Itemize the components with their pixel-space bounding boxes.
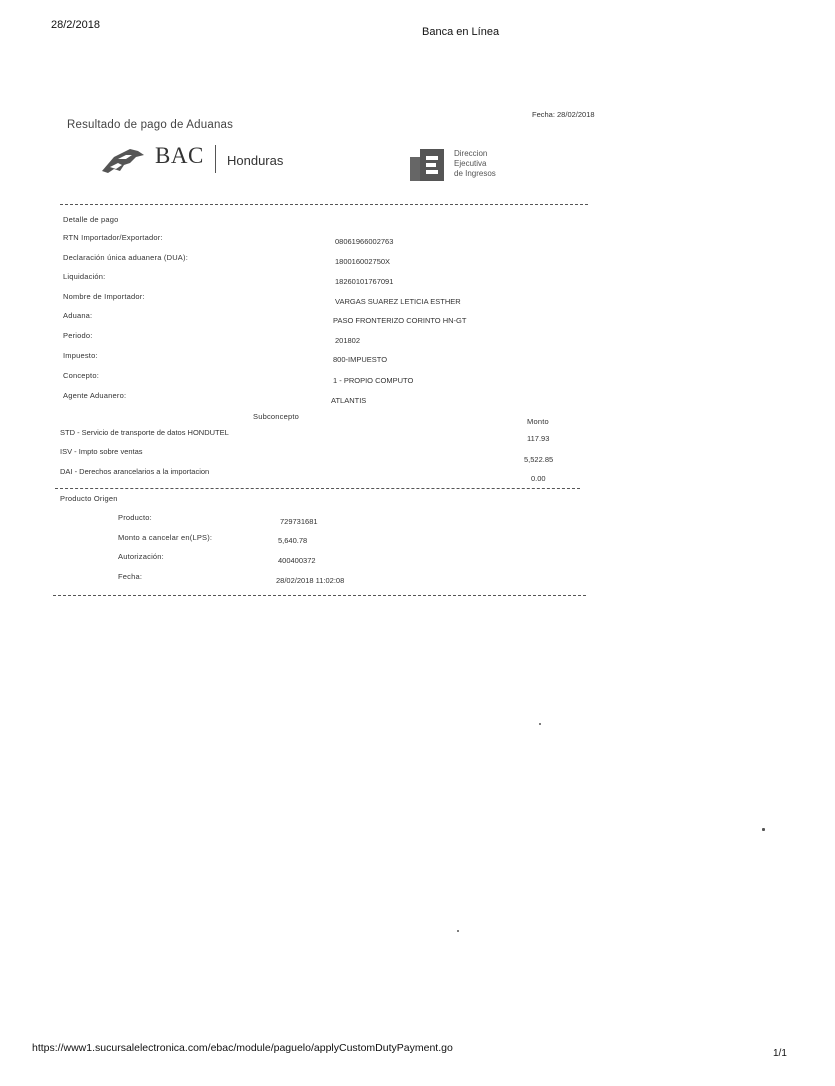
detalle-value: 180016002750X xyxy=(335,257,391,266)
divider-bottom xyxy=(53,595,586,596)
detalle-section-title: Detalle de pago xyxy=(63,215,119,224)
detalle-value: 08061966002763 xyxy=(335,237,394,246)
producto-label: Autorización: xyxy=(118,552,164,561)
detalle-label: RTN Importador/Exportador: xyxy=(63,233,163,242)
detalle-label: Liquidación: xyxy=(63,272,106,281)
detalle-value: 800-IMPUESTO xyxy=(333,355,388,364)
detalle-label: Periodo: xyxy=(63,331,93,340)
logo-divider xyxy=(215,145,216,173)
dei-line3: de Ingresos xyxy=(454,169,496,178)
divider-top xyxy=(60,204,588,205)
producto-section-title: Producto Origen xyxy=(60,494,118,503)
detalle-label: Agente Aduanero: xyxy=(63,391,127,400)
producto-value: 5,640.78 xyxy=(278,536,308,545)
detalle-label: Declaración única aduanera (DUA): xyxy=(63,253,188,262)
detalle-label: Nombre de Importador: xyxy=(63,292,145,301)
subconcepto-header: Subconcepto xyxy=(253,412,299,421)
producto-label: Fecha: xyxy=(118,572,143,581)
scan-speck xyxy=(539,723,541,725)
detalle-value: 1 - PROPIO COMPUTO xyxy=(333,376,414,385)
page-title: Resultado de pago de Aduanas xyxy=(67,119,234,131)
producto-value: 400400372 xyxy=(278,556,316,565)
detalle-label: Impuesto: xyxy=(63,351,98,360)
dei-line1: Direccion xyxy=(454,149,488,158)
subconcepto-desc: DAI - Derechos arancelarios a la importacion xyxy=(60,467,210,476)
subconcepto-monto: 117.93 xyxy=(527,434,550,443)
bac-bird-icon xyxy=(100,145,146,175)
subconcepto-desc: STD - Servicio de transporte de datos HONDUTEL xyxy=(60,428,229,437)
footer-url: https://www1.sucursalelectronica.com/ebac/module/paguelo/applyCustomDutyPayment.go xyxy=(32,1042,453,1054)
detalle-value: ATLANTIS xyxy=(331,396,367,405)
detalle-value: VARGAS SUAREZ LETICIA ESTHER xyxy=(335,297,461,306)
subconcepto-monto: 5,522.85 xyxy=(524,455,554,464)
fecha-label: Fecha: 28/02/2018 xyxy=(532,110,595,119)
detalle-label: Aduana: xyxy=(63,311,93,320)
divider-middle xyxy=(55,488,580,489)
dei-line2: Ejecutiva xyxy=(454,159,487,168)
subconcepto-monto: 0.00 xyxy=(531,474,546,483)
producto-value: 729731681 xyxy=(280,517,318,526)
monto-header: Monto xyxy=(527,417,549,426)
print-site-title: Banca en Línea xyxy=(422,26,500,38)
detalle-value: 18260101767091 xyxy=(335,277,394,286)
scan-speck xyxy=(457,930,459,932)
dei-emblem-icon xyxy=(410,147,446,183)
bac-country: Honduras xyxy=(227,153,284,168)
producto-label: Monto a cancelar en(LPS): xyxy=(118,533,213,542)
producto-label: Producto: xyxy=(118,513,152,522)
bac-brand: BAC xyxy=(155,143,204,168)
detalle-value: 201802 xyxy=(335,336,361,345)
scan-speck xyxy=(762,828,765,831)
producto-value: 28/02/2018 11:02:08 xyxy=(276,576,345,585)
page-count: 1/1 xyxy=(773,1048,787,1059)
detalle-value: PASO FRONTERIZO CORINTO HN-GT xyxy=(333,316,467,325)
print-date: 28/2/2018 xyxy=(51,19,100,31)
subconcepto-desc: ISV - Impto sobre ventas xyxy=(60,447,143,456)
detalle-label: Concepto: xyxy=(63,371,99,380)
